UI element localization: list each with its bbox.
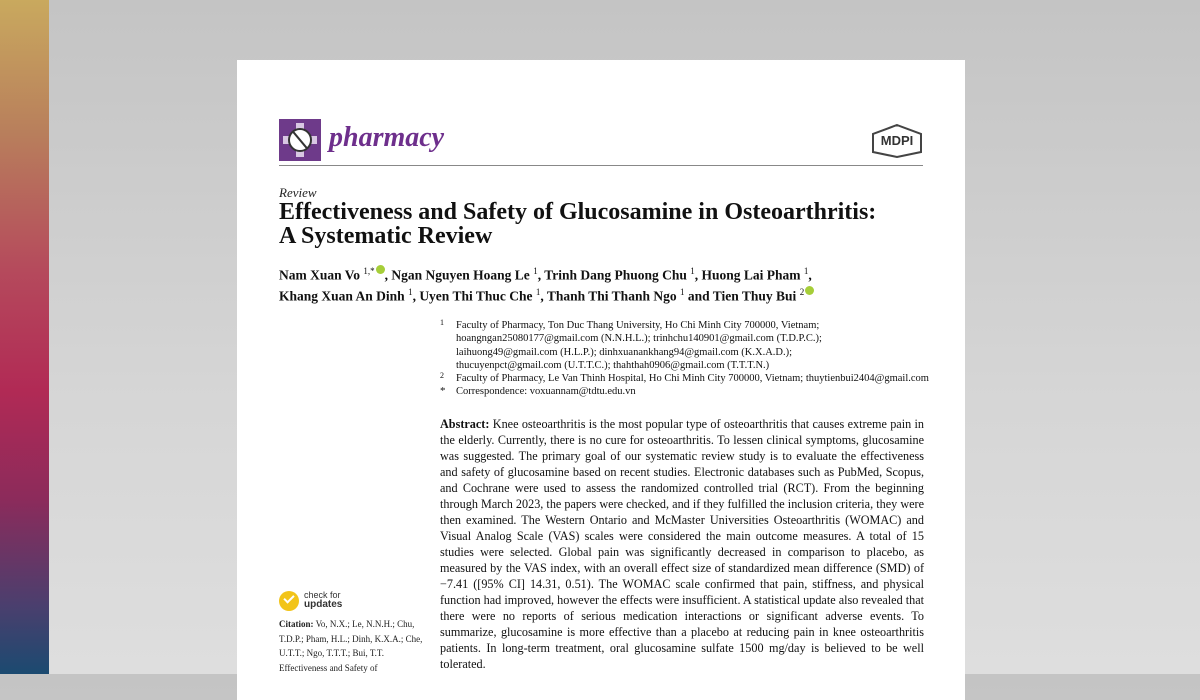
citation-text: Vo, N.X.; Le, N.N.H.; Chu, T.D.P.; Pham, H.L.; Dinh, K.X.A.; Che, U.T.T.; Ngo, T.T.T.; Bui, T.T. Effectiveness and Safety of: [279, 619, 423, 673]
affiliation-line: [440, 332, 930, 345]
author-separator: ,: [537, 267, 545, 283]
affiliation-text: laihuong49@gmail.com (H.L.P.); dinhxuanankhang94@gmail.com (K.X.A.D.);: [456, 346, 793, 358]
affiliation-text: Faculty of Pharmacy, Ton Duc Thang University, Ho Chi Minh City 700000, Vietnam;: [456, 320, 820, 331]
author-affiliation-marker: 1: [690, 266, 695, 276]
affiliation-number: *: [440, 385, 446, 398]
author-separator: ,: [384, 267, 392, 283]
header-divider: [279, 165, 923, 166]
abstract-text: Knee osteoarthritis is the most popular type of osteoarthritis that causes extreme pain in the elderly. Currently, there is no cure for osteoarthritis. To lessen clinical symptoms, glucosamine was suggested. The primary goal of our systematic review study is to evaluate the effectiveness and safety of glucosamine based on recent studies. Electronic databases such as PubMed, Scopus, and Cochrane were used to assess the randomized controlled trial (RCT). From the beginning through March 2023, the papers were checked, and if they fulfilled the inclusion criteria, they were then examined. The Western Ontario and McMaster Universities Osteoarthritis (WOMAC) and Visual Analog Scale (VAS) scales were considered the main outcome measures. A total of 15 studies were selected. Global pain was significantly decreased in comparison to placebo, as measured by the VAS index, with an overall effect size of standardized mean difference (SMD) of −7.41 ([95% CI] 14.31, 0.51). The WOMAC scale confirmed that pain, stiffness, and physical function had improved, however the effects were insufficient. A statistical update also revealed that there were no reports of serious medication interactions or significant adverse events. To summarize, glucosamine is more effective than a placebo at reducing pain in knee osteoarthritis patients. In long-term treatment, oral glucosamine sulfate 1500 mg/day is believed to be well tolerated.: [440, 417, 925, 671]
publisher-name: MDPI: [880, 133, 914, 148]
journal-name: pharmacy: [329, 122, 445, 153]
author-affiliation-marker: 1: [679, 286, 685, 297]
abstract: [440, 416, 924, 672]
author-separator: ,: [540, 288, 547, 303]
background-color-strip: [0, 0, 49, 674]
abstract-label: Abstract:: [440, 417, 490, 431]
author-affiliation-marker: 2: [799, 286, 805, 297]
updates-line-1: check for: [304, 590, 341, 600]
affiliation-number: 1: [440, 318, 444, 327]
author-line-1: [279, 263, 929, 284]
affiliation-line: [440, 372, 930, 385]
author-name: Nam Xuan Vo: [279, 267, 364, 283]
author-affiliation-marker: 1: [803, 266, 809, 276]
author-affiliation-marker: 1: [408, 286, 413, 297]
article-type: Review: [279, 185, 317, 200]
affiliation-text: hoangngan25080177@gmail.com (N.N.H.L.); trinhchu140901@gmail.com (T.D.P.C.);: [456, 333, 822, 345]
updates-line-2: updates: [304, 599, 343, 610]
affiliation-line: [440, 319, 930, 332]
author-affiliation-marker: 1: [533, 266, 538, 276]
pharmacy-logo-icon: [279, 119, 321, 161]
affiliation-text: Correspondence: voxuannam@tdtu.edu.vn: [456, 386, 636, 398]
author-affiliation-marker: 1,*: [363, 266, 375, 276]
title-line-1: Effectiveness and Safety of Glucosamine in Osteoarthritis:: [279, 199, 877, 225]
check-updates-icon: [279, 591, 299, 611]
affiliation-line: [440, 346, 930, 359]
orcid-icon[interactable]: [376, 265, 385, 274]
author-list: [279, 263, 929, 304]
author-name: Uyen Thi Thuc Che: [419, 288, 536, 303]
author-separator: ,: [412, 288, 420, 303]
paper-page: [237, 60, 965, 700]
paper-title: [279, 200, 929, 248]
mdpi-logo-icon: [871, 124, 923, 158]
author-name: Huong Lai Pham: [701, 267, 804, 283]
author-separator: ,: [808, 267, 812, 283]
author-name: Tien Thuy Bui: [712, 288, 800, 303]
affiliations: [440, 319, 930, 399]
journal-header: [279, 118, 923, 166]
author-line-2: [279, 284, 929, 305]
author-name: Ngan Nguyen Hoang Le: [391, 267, 534, 283]
orcid-icon[interactable]: [805, 286, 814, 295]
affiliation-number: 2: [440, 371, 444, 381]
author-name: Trinh Dang Phuong Chu: [544, 267, 691, 283]
affiliation-text: thucuyenpct@gmail.com (U.T.T.C.); thahthah0906@gmail.com (T.T.T.N.): [456, 359, 770, 371]
affiliation-line: [440, 359, 930, 372]
citation: [279, 617, 429, 675]
affiliation-line: [440, 385, 930, 398]
author-name: Khang Xuan An Dinh: [279, 288, 409, 303]
author-name: Thanh Thi Thanh Ngo: [546, 288, 680, 303]
affiliation-text: Faculty of Pharmacy, Le Van Thinh Hospital, Ho Chi Minh City 700000, Vietnam; thuytienbui2404@gmail.com: [456, 373, 929, 385]
title-line-2: A Systematic Review: [279, 223, 493, 249]
author-separator: and: [684, 288, 713, 303]
author-affiliation-marker: 1: [535, 286, 541, 297]
check-for-updates-badge[interactable]: [279, 590, 399, 614]
author-separator: ,: [694, 267, 702, 283]
citation-label: Citation:: [279, 619, 314, 629]
